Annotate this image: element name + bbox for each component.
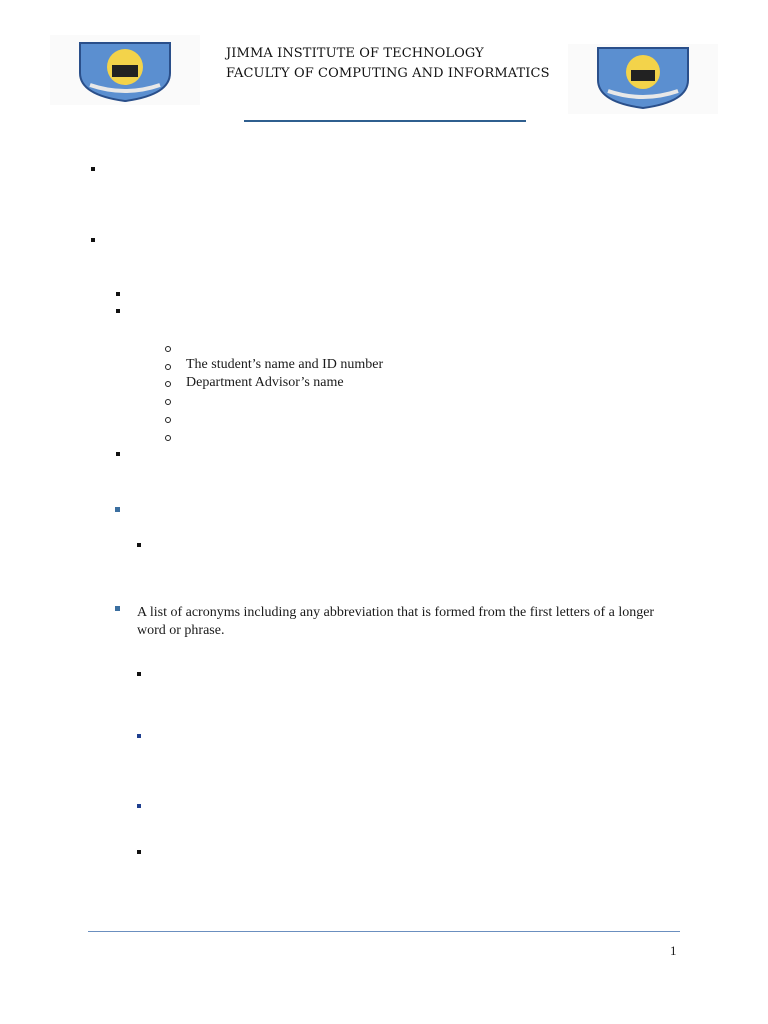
institute-title: JIMMA INSTITUTE OF TECHNOLOGY — [226, 46, 484, 61]
bullet-circle — [165, 364, 171, 370]
bullet-square — [137, 804, 141, 808]
bullet-circle — [165, 417, 171, 423]
acronyms-paragraph: A list of acronyms including any abbreviation that is formed from the first letters of a longer word or phrase. — [137, 605, 655, 638]
university-logo-left — [50, 35, 200, 105]
bullet-square — [116, 452, 120, 456]
bullet-square — [137, 543, 141, 547]
bullet-square — [116, 292, 120, 296]
bullet-square — [115, 507, 120, 512]
list-item-student: The student’s name and ID number — [186, 357, 384, 372]
university-logo-right — [568, 44, 718, 114]
bullet-square — [116, 309, 120, 313]
bullet-circle — [165, 435, 171, 441]
list-item-advisor: Department Advisor’s name — [186, 375, 344, 390]
bullet-square — [115, 606, 120, 611]
page-number: 1 — [670, 943, 677, 958]
bullet-circle — [165, 346, 171, 352]
bullet-square — [91, 167, 95, 171]
header-divider — [244, 120, 526, 122]
bullet-circle — [165, 399, 171, 405]
footer-divider — [88, 931, 680, 932]
bullet-circle — [165, 381, 171, 387]
bullet-square — [91, 238, 95, 242]
bullet-square — [137, 850, 141, 854]
bullet-square — [137, 672, 141, 676]
bullet-square — [137, 734, 141, 738]
faculty-title: FACULTY OF COMPUTING AND INFORMATICS — [226, 66, 550, 81]
